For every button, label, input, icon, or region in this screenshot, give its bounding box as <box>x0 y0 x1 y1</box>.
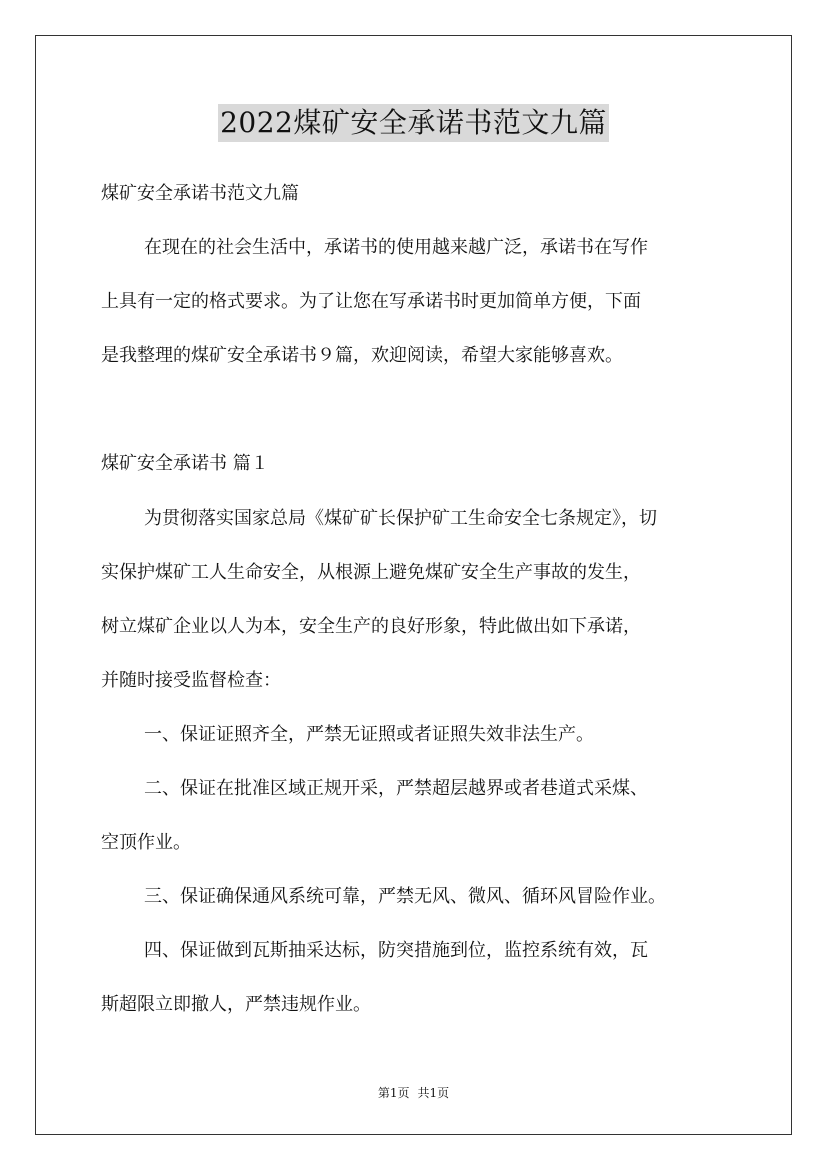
body-line-4: 并随时接受监督检查： <box>101 670 281 691</box>
body-line-10: 斯超限立即撤人，严禁违规作业。 <box>101 994 371 1015</box>
body-line-8: 三、保证确保通风系统可靠，严禁无风、微风、循环风冒险作业。 <box>144 886 666 907</box>
body-line-3: 树立煤矿企业以人为本，安全生产的良好形象，特此做出如下承诺， <box>101 616 641 637</box>
body-line-1: 为贯彻落实国家总局《煤矿矿长保护矿工生命安全七条规定》，切 <box>144 508 657 529</box>
section-heading: 煤矿安全承诺书 篇１ <box>101 453 269 474</box>
document-title: 2022煤矿安全承诺书范文九篇 <box>218 104 609 142</box>
intro-line-1: 在现在的社会生活中，承诺书的使用越来越广泛，承诺书在写作 <box>144 237 648 258</box>
body-line-5: 一、保证证照齐全，严禁无证照或者证照失效非法生产。 <box>144 724 594 745</box>
body-line-2: 实保护煤矿工人生命安全，从根源上避免煤矿安全生产事故的发生， <box>101 562 641 583</box>
page-footer <box>0 1085 827 1101</box>
body-line-9: 四、保证做到瓦斯抽采达标，防突措施到位，监控系统有效，瓦 <box>144 940 648 961</box>
document-subtitle: 煤矿安全承诺书范文九篇 <box>101 183 299 204</box>
intro-line-2: 上具有一定的格式要求。为了让您在写承诺书时更加简单方便，下面 <box>101 291 641 312</box>
intro-line-3: 是我整理的煤矿安全承诺书９篇，欢迎阅读，希望大家能够喜欢。 <box>101 345 623 366</box>
page-number: 第1页 <box>377 1086 410 1100</box>
page-total: 共1页 <box>417 1086 450 1100</box>
body-line-6: 二、保证在批准区域正规开采，严禁超层越界或者巷道式采煤、 <box>144 778 648 799</box>
document-title-wrap <box>0 104 827 142</box>
body-line-7: 空顶作业。 <box>101 832 191 853</box>
